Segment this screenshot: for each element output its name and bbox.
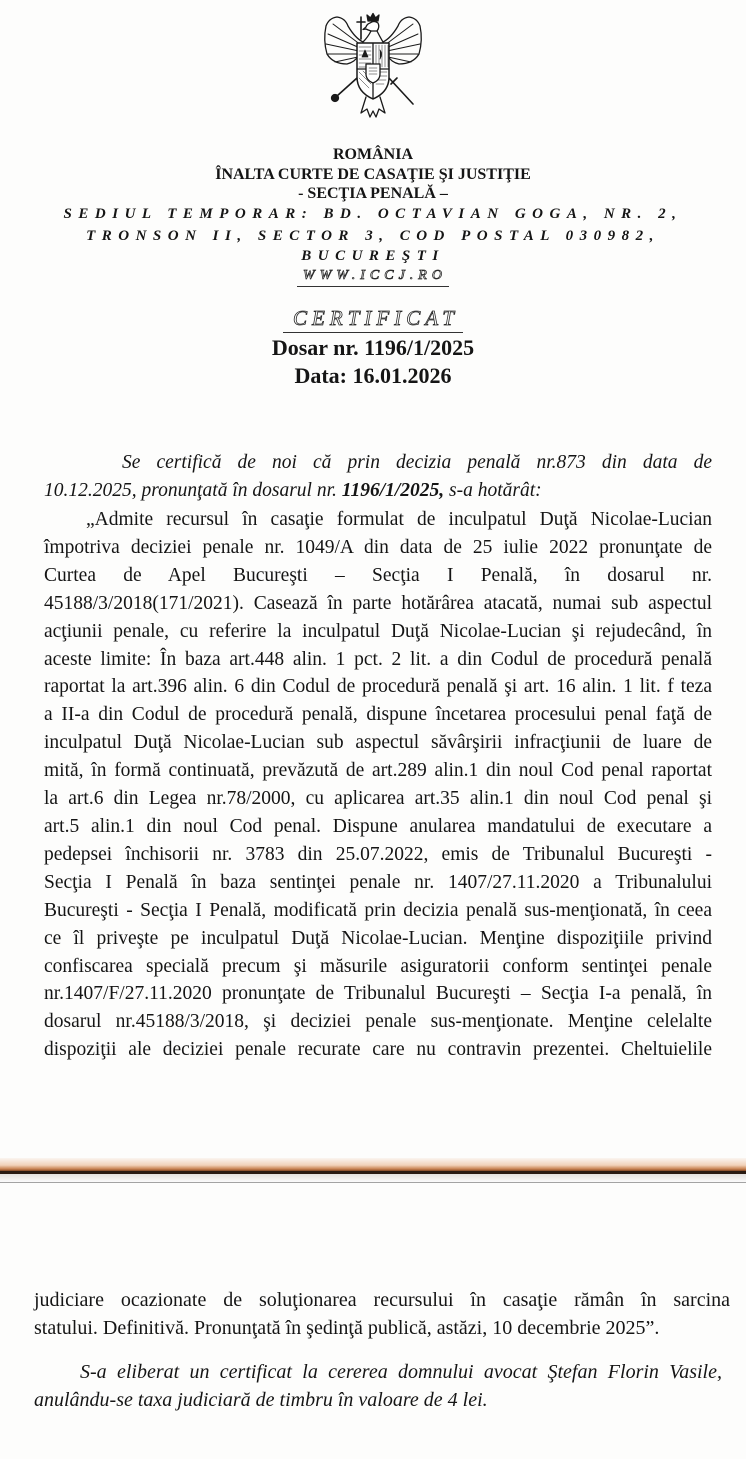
- address-city: BUCUREŞTI: [301, 248, 445, 264]
- decision-line: „Admite recursul în casaţie formulat de inculpatul Duţă Nicolae-Lucian: [86, 509, 712, 530]
- issuance-paragraph: [34, 1358, 730, 1414]
- decision-line: nr.1407/F/27.11.2020 pronunţate de Tribunalul Bucureşti – Secţia I-a penală, în: [44, 983, 712, 1005]
- page-top-edge: [0, 1182, 746, 1183]
- decision-line: împotriva deciziei penale nr. 1049/A din data de 25 iulie 2022 pronunţate de: [44, 536, 712, 558]
- decision-line: la art.6 din Legea nr.78/2000, cu aplicarea art.35 alin.1 din noul Cod penal şi: [44, 788, 712, 810]
- address-line-1: SEDIUL TEMPORAR: BD. OCTAVIAN GOGA, NR. 2,: [63, 206, 683, 222]
- decision-line: ce îl priveşte pe inculpatul Duţă Nicolae-Lucian. Menţine dispoziţiile privind: [44, 927, 712, 949]
- address-line-2: TRONSON II, SECTOR 3, COD POSTAL 030982,: [86, 228, 660, 244]
- issuance-line: S-a eliberat un certificat la cererea domnului avocat Ştefan Florin Vasile,: [80, 1361, 722, 1383]
- decision-line: mită, în formă continuată, prevăzută de art.289 alin.1 din noul Cod penal raportat: [44, 760, 712, 782]
- decision-line: statului. Definitivă. Pronunţată în şedinţă publică, astăzi, 10 decembrie 2025”.: [34, 1317, 660, 1339]
- decision-line: judiciare ocazionate de soluţionarea recursului în casaţie rămân în sarcina: [34, 1289, 730, 1311]
- coat-of-arms-graphic: [321, 12, 425, 122]
- court-section: - SECŢIA PENALĂ –: [298, 185, 448, 202]
- coat-of-arms-icon: [321, 12, 425, 122]
- decision-line: art.5 alin.1 din noul Cod penal. Dispune anularea mandatului de executare a: [44, 815, 712, 837]
- document-type-row: [0, 306, 746, 333]
- decision-line: aceste limite: În baza art.448 alin. 1 pct. 2 lit. a din Codul de procedură penală: [44, 648, 712, 670]
- page-break-shadow: [0, 1158, 746, 1171]
- intro-line: Se certifică de noi că prin decizia penală nr.873 din data de: [122, 452, 712, 473]
- page-break-fade: [0, 1174, 746, 1182]
- website: WWW.ICCJ.RO: [297, 267, 449, 287]
- file-reference: 1196/1/2025,: [341, 479, 445, 501]
- decision-line: confiscarea specială precum şi măsurile asiguratorii conform sentinţei penale: [44, 955, 712, 977]
- decision-line: a II-a din Codul de procedură penală, dispune încetarea procesului penal faţă de: [44, 704, 712, 726]
- decision-line: raportat la art.396 alin. 6 din Codul de procedură penală şi art. 16 alin. 1 lit. f teza: [44, 676, 712, 698]
- intro-text: 10.12.2025, pronunţată în dosarul nr.: [44, 479, 342, 501]
- intro-paragraph: [44, 449, 712, 505]
- document-type: CERTIFICAT: [283, 306, 463, 333]
- decision-line: dosarul nr.45188/3/2018, şi deciziei penale sus-menţionate. Menţine celelalte: [44, 1011, 712, 1033]
- decision-line: acţiunii penale, cu referire la inculpatul Duţă Nicolae-Lucian şi rejudecând, în: [44, 620, 712, 642]
- intro-text: s-a hotărât:: [444, 479, 542, 501]
- court-name: ÎNALTA CURTE DE CASAŢIE ŞI JUSTIŢIE: [215, 166, 531, 183]
- decision-line: Curtea de Apel Bucureşti – Secţia I Penală, în dosarul nr.: [44, 564, 712, 586]
- decision-line: pedepsei închisorii nr. 3783 din 25.07.2022, emis de Tribunalul Bucureşti -: [44, 843, 712, 865]
- decision-line: Bucureşti - Secţia I Penală, modificată prin decizia penală sus-menţionată, în ceea: [44, 899, 712, 921]
- decision-line: 45188/3/2018(171/2021). Casează în parte hotărârea atacată, numai sub aspectul: [44, 592, 712, 614]
- decision-line: Secţia I Penală în baza sentinţei penale nr. 1407/27.11.2020 a Tribunalului: [44, 871, 712, 893]
- decision-line: inculpatul Duţă Nicolae-Lucian sub aspectul săvârşirii infracţiunii de luare de: [44, 732, 712, 754]
- file-number: Dosar nr. 1196/1/2025: [271, 335, 475, 360]
- country-name: ROMÂNIA: [333, 146, 413, 163]
- intro-line: [44, 477, 712, 505]
- document-date: Data: 16.01.2026: [294, 363, 452, 388]
- decision-line: dispoziţii ale deciziei penale recurate care nu contravin prezentei. Cheltuielile: [44, 1039, 712, 1061]
- issuance-line: anulându-se taxa judiciară de timbru în valoare de 4 lei.: [34, 1389, 488, 1411]
- decision-paragraph: [44, 506, 712, 1064]
- decision-continuation: [34, 1286, 730, 1342]
- website-row: [0, 266, 746, 287]
